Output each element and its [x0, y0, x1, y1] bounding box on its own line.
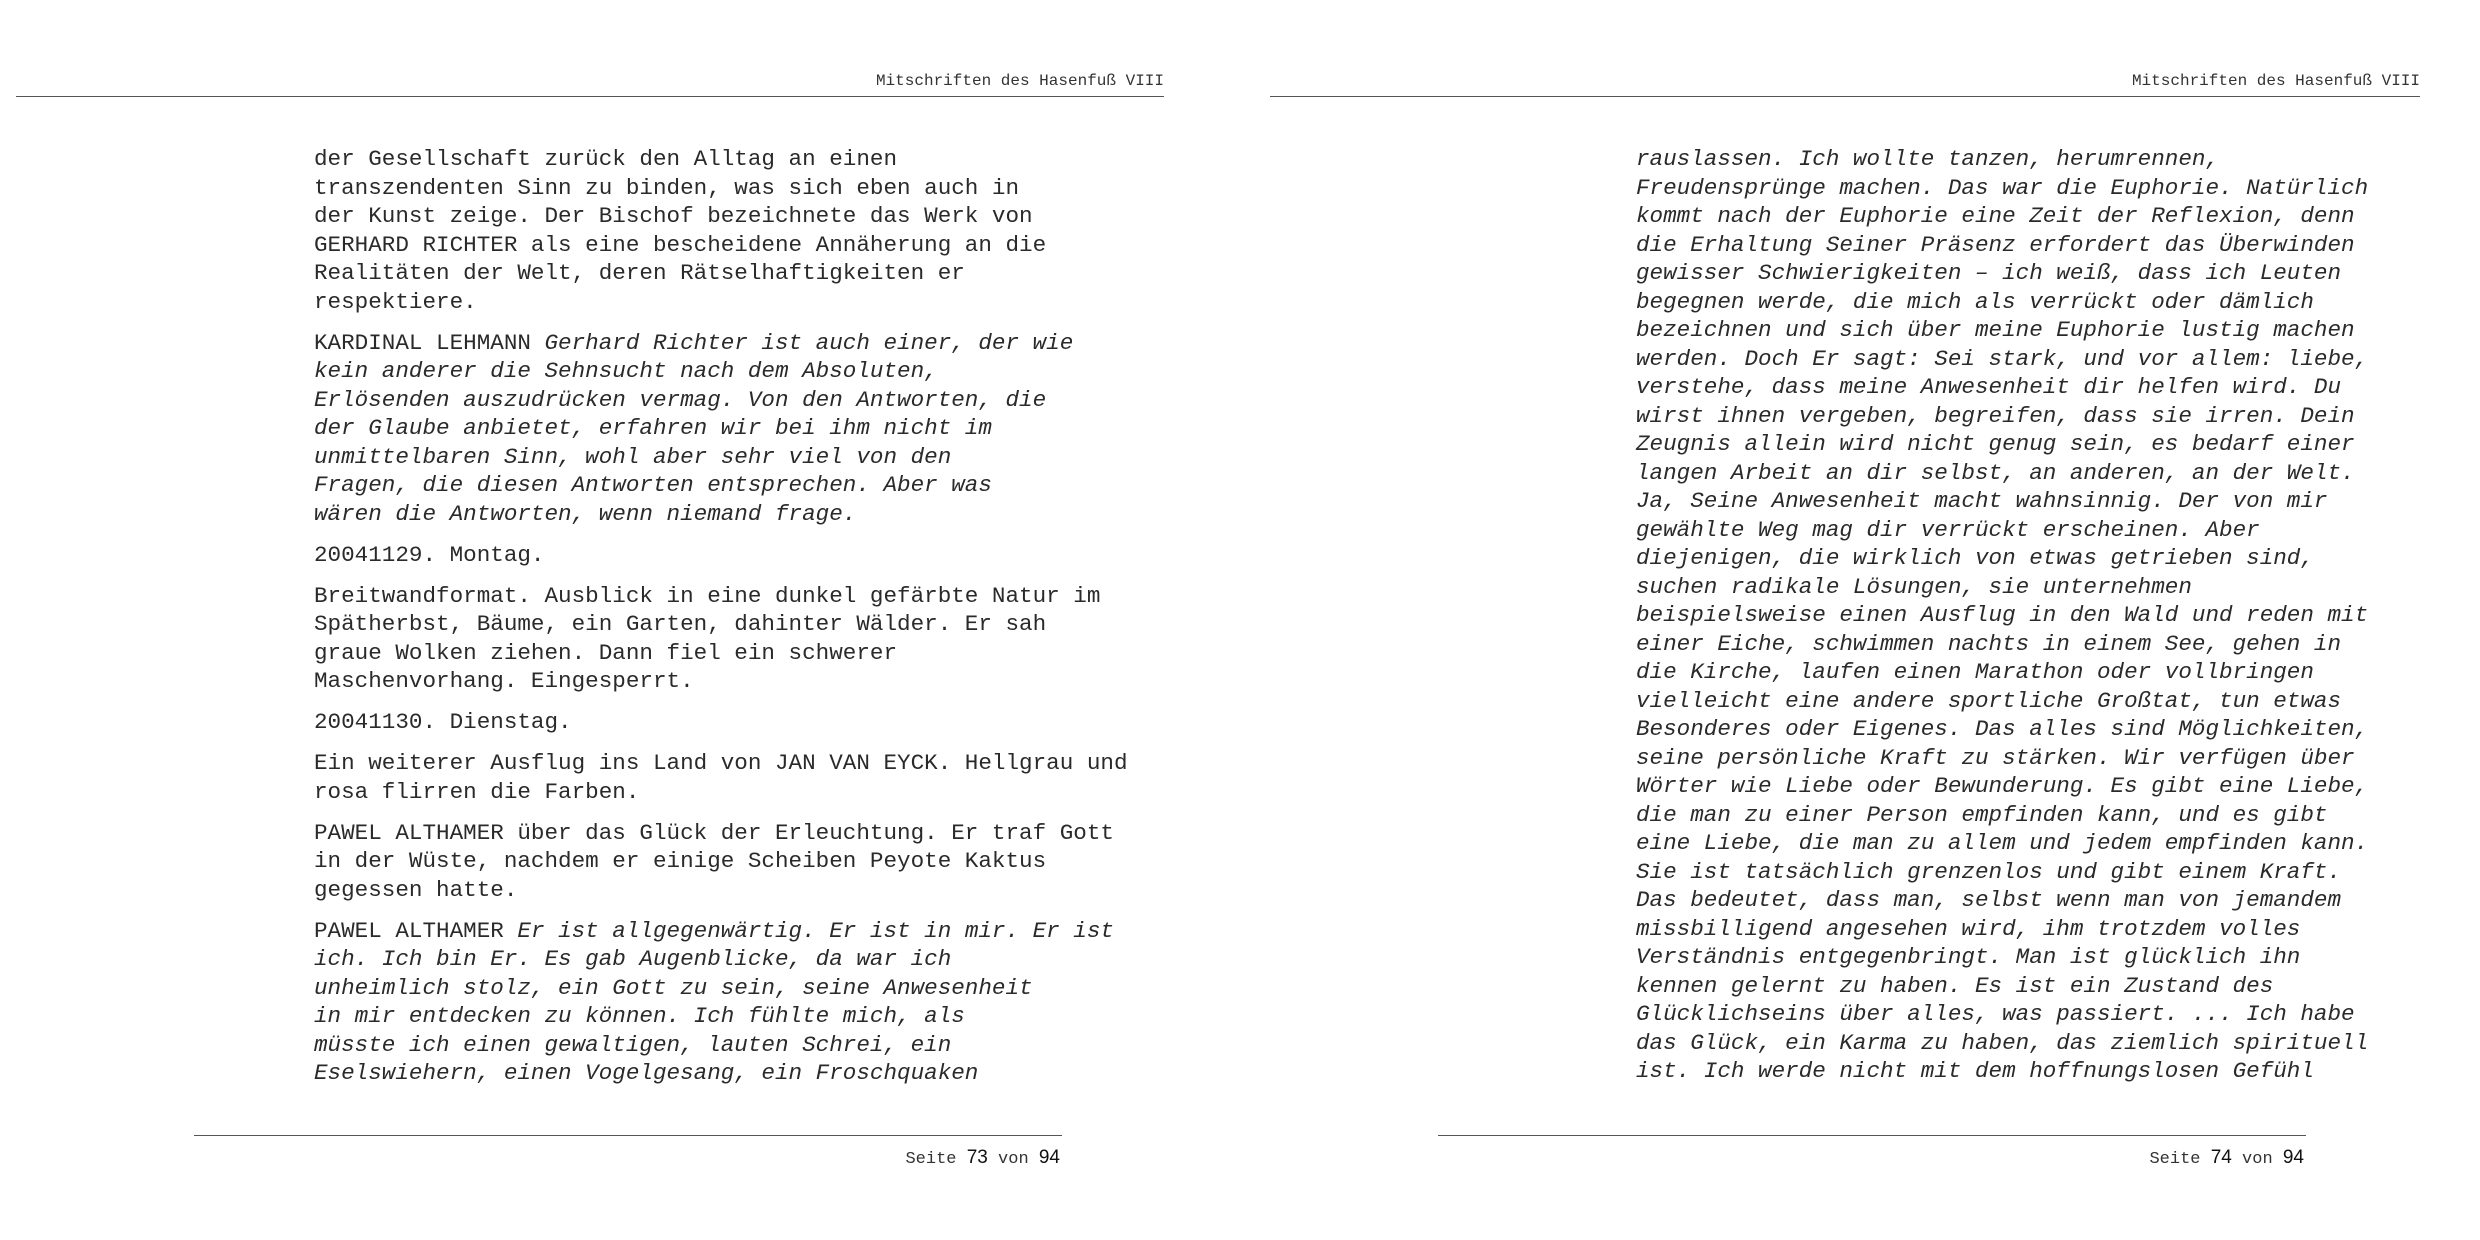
line-text: Gerhard Richter ist auch einer, der wie	[544, 329, 1074, 356]
text-line	[314, 541, 1114, 570]
line-text: der Kunst zeige. Der Bischof bezeichnete das Werk von	[314, 203, 1033, 229]
text-line	[314, 259, 1114, 288]
text-line: werden. Doch Er sagt: Sei stark, und vor allem: liebe,	[1636, 345, 2369, 372]
footer-of: von	[998, 1150, 1029, 1169]
line-text: der Glaube anbietet, erfahren wir bei ihm nicht im	[314, 415, 992, 441]
text-line: Das bedeutet, dass man, selbst wenn man von jemandem	[1636, 887, 2342, 913]
footer-prefix: Seite	[905, 1150, 957, 1169]
text-line	[314, 357, 1114, 386]
text-line	[314, 819, 1114, 848]
text-line: Verständnis entgegenbringt. Man ist glücklich ihn	[1636, 944, 2301, 970]
text-line: Besonderes oder Eigenes. Das alles sind Möglichkeiten,	[1636, 716, 2369, 742]
page-body	[1636, 145, 2416, 1098]
line-text: wären die Antworten, wenn niemand frage.	[314, 500, 857, 527]
line-text: Eselswiehern, einen Vogelgesang, ein Froschquaken	[314, 1060, 979, 1086]
text-line: bezeichnen und sich über meine Euphorie lustig machen	[1636, 317, 2355, 343]
text-line	[314, 288, 1114, 317]
text-line	[314, 945, 1114, 974]
text-line: wirst ihnen vergeben, begreifen, dass sie irren. Dein	[1636, 402, 2355, 429]
page-number: 73	[966, 1147, 988, 1168]
text-line: die man zu einer Person empfinden kann, und es gibt	[1636, 801, 2328, 828]
text-line	[314, 582, 1114, 611]
page-footer	[1438, 1147, 2304, 1169]
text-line	[314, 414, 1114, 443]
footer-prefix: Seite	[2149, 1150, 2201, 1169]
text-line	[314, 1002, 1114, 1031]
text-line	[314, 667, 1114, 696]
text-line: kommt nach der Euphorie eine Zeit der Reflexion, denn	[1636, 203, 2355, 229]
text-line: langen Arbeit an dir selbst, an anderen, an der Welt.	[1636, 459, 2355, 486]
text-line: einer Eiche, schwimmen nachts in einem See, gehen in	[1636, 630, 2342, 657]
line-text: Erlösenden auszudrücken vermag. Von den Antworten, die	[314, 386, 1047, 413]
line-text: Er ist allgegenwärtig. Er ist in mir. Er ist	[517, 917, 1114, 944]
line-text: transzendenten Sinn zu binden, was sich eben auch in	[314, 174, 1020, 201]
footer-of: von	[2242, 1150, 2273, 1169]
text-line	[314, 231, 1114, 260]
text-line: Sie ist tatsächlich grenzenlos und gibt einem Kraft.	[1636, 858, 2342, 885]
line-text: in der Wüste, nachdem er einige Scheiben Peyote Kaktus	[314, 848, 1047, 874]
text-line: suchen radikale Lösungen, sie unternehmen	[1636, 573, 2192, 600]
text-line: ist. Ich werde nicht mit dem hoffnungslosen Gefühl	[1636, 1058, 2314, 1084]
paragraph	[1636, 145, 2416, 1086]
text-line: Freudensprünge machen. Das war die Euphorie. Natürlich	[1636, 174, 2369, 201]
text-line: gewisser Schwierigkeiten – ich weiß, dass ich Leuten	[1636, 260, 2342, 286]
text-line	[314, 386, 1114, 415]
line-text: respektiere.	[314, 288, 477, 315]
page-number: 74	[2210, 1147, 2232, 1168]
line-text: Spätherbst, Bäume, ein Garten, dahinter Wälder. Er sah	[314, 611, 1047, 637]
paragraph	[314, 708, 1114, 737]
text-line: Ja, Seine Anwesenheit macht wahnsinnig. Der von mir	[1636, 488, 2328, 514]
line-text: Ein weiterer Ausflug ins Land von JAN VAN EYCK. Hellgrau und	[314, 750, 1128, 776]
text-line: beispielsweise einen Ausflug in den Wald und reden mit	[1636, 602, 2369, 628]
text-line	[314, 749, 1128, 778]
line-text: in mir entdecken zu können. Ich fühlte mich, als	[314, 1003, 965, 1029]
line-text: kein anderer die Sehnsucht nach dem Absoluten,	[314, 358, 938, 384]
line-text: rosa flirren die Farben.	[314, 778, 640, 805]
text-line	[314, 145, 1114, 174]
text-line	[314, 471, 1114, 500]
line-text: GERHARD RICHTER als eine bescheidene Annäherung an die	[314, 231, 1047, 258]
text-line	[314, 174, 1114, 203]
text-line	[314, 1031, 1114, 1060]
line-text: Breitwandformat. Ausblick in eine dunkel gefärbte Natur im	[314, 582, 1101, 609]
line-text: der Gesellschaft zurück den Alltag an einen	[314, 146, 898, 172]
line-text: 20041129. Montag.	[314, 541, 545, 568]
text-line	[314, 500, 1114, 529]
line-text: Maschenvorhang. Eingesperrt.	[314, 668, 694, 694]
text-line	[314, 443, 1114, 472]
text-line	[314, 876, 1114, 905]
speaker-name: KARDINAL LEHMANN	[314, 329, 545, 356]
text-line: die Erhaltung Seiner Präsenz erfordert das Überwinden	[1636, 231, 2355, 258]
text-line	[314, 329, 1114, 358]
text-line: das Glück, ein Karma zu haben, das ziemlich spirituell	[1636, 1029, 2369, 1056]
page-body	[314, 145, 1128, 1100]
text-line: diejenigen, die wirklich von etwas getrieben sind,	[1636, 545, 2314, 571]
text-line: kennen gelernt zu haben. Es ist ein Zustand des	[1636, 972, 2274, 999]
paragraph	[314, 541, 1114, 570]
line-text: unheimlich stolz, ein Gott zu sein, seine Anwesenheit	[314, 974, 1033, 1001]
page-total: 94	[1038, 1147, 1060, 1168]
text-line	[314, 847, 1114, 876]
paragraph	[314, 917, 1114, 1088]
line-text: PAWEL ALTHAMER über das Glück der Erleuchtung. Er traf Gott	[314, 819, 1114, 846]
line-text: graue Wolken ziehen. Dann fiel ein schwerer	[314, 639, 898, 666]
line-text: Realitäten der Welt, deren Rätselhaftigkeiten er	[314, 260, 965, 286]
paragraph	[314, 145, 1114, 316]
page-footer	[194, 1147, 1060, 1169]
speaker-name: PAWEL ALTHAMER	[314, 917, 518, 944]
text-line	[314, 639, 1114, 668]
paragraph	[314, 819, 1114, 905]
text-line: Wörter wie Liebe oder Bewunderung. Es gibt eine Liebe,	[1636, 773, 2369, 799]
line-text: 20041130. Dienstag.	[314, 709, 572, 735]
text-line: seine persönliche Kraft zu stärken. Wir verfügen über	[1636, 744, 2355, 771]
text-line	[314, 974, 1114, 1003]
text-line	[314, 708, 1114, 737]
text-line: rauslassen. Ich wollte tanzen, herumrennen,	[1636, 146, 2220, 172]
text-line	[314, 778, 1114, 807]
text-line: Zeugnis allein wird nicht genug sein, es bedarf einer	[1636, 431, 2355, 457]
line-text: ich. Ich bin Er. Es gab Augenblicke, da war ich	[314, 946, 952, 972]
text-line: die Kirche, laufen einen Marathon oder vollbringen	[1636, 659, 2314, 685]
text-line: gewählte Weg mag dir verrückt erscheinen. Aber	[1636, 516, 2260, 543]
paragraph	[314, 749, 1128, 806]
text-line	[314, 610, 1114, 639]
right-page	[1240, 0, 2480, 1240]
text-line: vielleicht eine andere sportliche Großtat, tun etwas	[1636, 687, 2342, 714]
line-text: gegessen hatte.	[314, 876, 518, 903]
line-text: Fragen, die diesen Antworten entsprechen. Aber was	[314, 472, 992, 498]
footer-rule	[1438, 1135, 2306, 1136]
paragraph	[314, 329, 1114, 529]
paragraph	[314, 582, 1114, 696]
text-line	[314, 1059, 1114, 1088]
text-line: Glücklichseins über alles, was passiert. ... Ich habe	[1636, 1001, 2355, 1027]
page-total: 94	[2282, 1147, 2304, 1168]
text-line: eine Liebe, die man zu allem und jedem empfinden kann.	[1636, 830, 2369, 856]
header-rule	[16, 96, 1164, 97]
text-line	[314, 917, 1114, 946]
header-rule	[1270, 96, 2420, 97]
text-line	[314, 202, 1114, 231]
line-text: müsste ich einen gewaltigen, lauten Schrei, ein	[314, 1031, 952, 1058]
text-line: missbilligend angesehen wird, ihm trotzdem volles	[1636, 915, 2301, 942]
running-head: Mitschriften des Hasenfuß VIII	[2131, 72, 2420, 90]
line-text: unmittelbaren Sinn, wohl aber sehr viel von den	[314, 443, 952, 470]
text-line: begegnen werde, die mich als verrückt oder dämlich	[1636, 288, 2314, 315]
running-head: Mitschriften des Hasenfuß VIII	[875, 72, 1164, 90]
footer-rule	[194, 1135, 1062, 1136]
text-line: verstehe, dass meine Anwesenheit dir helfen wird. Du	[1636, 374, 2342, 400]
